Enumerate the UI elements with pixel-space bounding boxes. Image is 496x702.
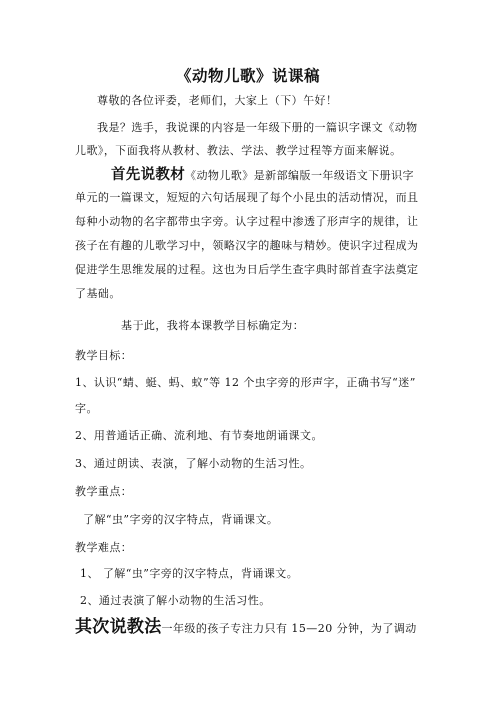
goal-intro-line: 基于此，我将本课教学目标确定为： <box>121 319 305 332</box>
greeting-line: 尊敬的各位评委，老师们，大家上（下）午好！ <box>97 94 338 107</box>
difficulty-item: 1、 了解“虫”字旁的汉字特点，背诵课文。 <box>80 567 299 580</box>
goal-item: 字。 <box>75 402 98 415</box>
intro-line: 儿歌》，下面我将从教材、教法、学法、教学过程等方面来解说。 <box>75 144 402 157</box>
section2-heading: 其次说教法 <box>75 617 162 637</box>
goal-item: 1、认识“蜻、蜓、蚂、蚁”等 12 个虫字旁的形声字，正确书写“迷” <box>75 376 416 389</box>
section1-line: 单元的一篇课文，短短的六句话展现了每个小昆虫的活动情况，而且 <box>75 191 419 204</box>
section1-line: 促进学生思维发展的过程。这也为日后学生查字典时部首查字法奠定 <box>75 263 419 276</box>
goal-item: 2、用普通话正确、流利地、有节奏地朗诵课文。 <box>75 429 323 442</box>
section1-line: 了基础。 <box>75 287 121 300</box>
section1-first-line <box>111 167 457 184</box>
key-item: 了解“虫”字旁的汉字特点，背诵课文。 <box>83 513 279 526</box>
goal-item: 3、通过朗读、表演，了解小动物的生活习性。 <box>75 457 312 470</box>
section2-text: 一年级的孩子专注力只有 15—20 分钟，为了调动 <box>161 622 417 635</box>
section1-heading: 首先说教材 <box>111 167 185 183</box>
intro-line: 我是？选手，我说课的内容是一年级下册的一篇识字课文《动物 <box>97 121 418 134</box>
difficulty-label: 教学难点： <box>75 541 133 554</box>
section1-line: 孩子在有趣的儿歌学习中，领略汉字的趣味与精妙。使识字过程成为 <box>75 239 419 252</box>
difficulty-item: 2、通过表演了解小动物的生活习性。 <box>80 594 271 607</box>
section1-text: 《动物儿歌》是新部编版一年级语文下册识字 <box>185 169 414 182</box>
goals-label: 教学目标： <box>75 349 133 362</box>
section1-line: 每种小动物的名字都带虫字旁。认字过程中渗透了形声字的规律，让 <box>75 215 419 228</box>
section2-first-line <box>75 619 421 637</box>
document-title: 《动物儿歌》说课稿 <box>175 66 320 85</box>
key-label: 教学重点： <box>75 485 133 498</box>
